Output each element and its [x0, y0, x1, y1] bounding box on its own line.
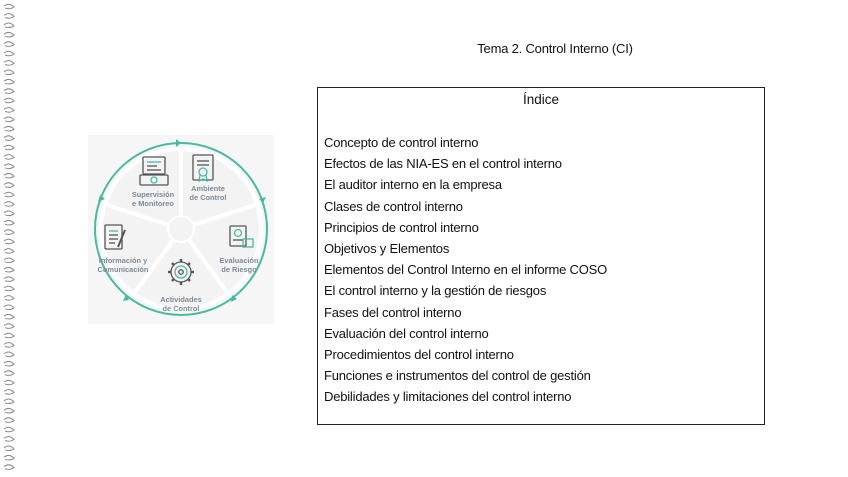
- spiral-loop: [4, 380, 14, 385]
- segment-label-line1: Información y: [98, 256, 148, 265]
- spiral-loop: [4, 296, 14, 301]
- spiral-loop: [4, 70, 14, 75]
- spiral-loop: [4, 23, 14, 28]
- spiral-loop: [4, 220, 14, 225]
- index-item: Evaluación del control interno: [324, 325, 489, 341]
- index-item: Efectos de las NIA-ES en el control interno: [324, 156, 562, 172]
- spiral-loop: [4, 352, 14, 357]
- spiral-loop: [4, 408, 14, 413]
- spiral-loop: [4, 371, 14, 376]
- spiral-loop: [4, 333, 14, 338]
- spiral-loop: [4, 4, 14, 9]
- segment-label-line2: de Riesgo: [221, 265, 257, 274]
- index-item: Elementos del Control Interno en el informe COSO: [324, 262, 608, 278]
- spiral-loop: [4, 164, 14, 169]
- segment-label-line2: de Control: [162, 304, 200, 313]
- spiral-loop: [4, 98, 14, 103]
- spiral-loop: [4, 126, 14, 131]
- segment-label-line1: Evaluación: [219, 256, 259, 265]
- index-item: El auditor interno en la empresa: [324, 177, 502, 193]
- spiral-loop: [4, 324, 14, 329]
- segment-label-line2: Comunicación: [97, 265, 149, 274]
- spiral-binding: [0, 0, 22, 477]
- spiral-loop: [4, 136, 14, 141]
- spiral-loop: [4, 427, 14, 432]
- index-item: Procedimientos del control interno: [324, 346, 514, 362]
- spiral-loop: [4, 192, 14, 197]
- spiral-loop: [4, 361, 14, 366]
- spiral-loop: [4, 211, 14, 216]
- spiral-loop: [4, 51, 14, 56]
- index-box: [317, 87, 765, 425]
- index-item: Clases de control interno: [324, 198, 463, 214]
- spiral-loop: [4, 32, 14, 37]
- spiral-loop: [4, 79, 14, 84]
- index-item: Fases del control interno: [324, 304, 462, 320]
- spiral-loop: [4, 418, 14, 423]
- index-item: Objetivos y Elementos: [324, 240, 450, 256]
- index-list: [324, 132, 607, 407]
- spiral-loop: [4, 446, 14, 451]
- spiral-loop: [4, 183, 14, 188]
- segment-label-line1: Supervisión: [131, 190, 175, 199]
- page-title: Tema 2. Control Interno (CI): [477, 41, 633, 56]
- segment-label-line2: e Monitoreo: [132, 199, 174, 208]
- spiral-loop: [4, 239, 14, 244]
- spiral-loop: [4, 465, 14, 470]
- index-item: Funciones e instrumentos del control de gestión: [324, 368, 591, 384]
- index-item: El control interno y la gestión de riesgos: [324, 283, 547, 299]
- segment-label-line1: Ambiente: [191, 184, 225, 193]
- segment-label-line1: Actividades: [160, 295, 202, 304]
- spiral-loop: [4, 230, 14, 235]
- index-item: Principios de control interno: [324, 219, 479, 235]
- spiral-loop: [4, 455, 14, 460]
- spiral-loop: [4, 61, 14, 66]
- spiral-loop: [4, 314, 14, 319]
- spiral-loop: [4, 117, 14, 122]
- spiral-loop: [4, 145, 14, 150]
- spiral-loop: [4, 399, 14, 404]
- spiral-loop: [4, 249, 14, 254]
- spiral-loop: [4, 437, 14, 442]
- index-item: Debilidades y limitaciones del control interno: [324, 389, 572, 405]
- spiral-loop: [4, 155, 14, 160]
- spiral-loop: [4, 202, 14, 207]
- spiral-loop: [4, 89, 14, 94]
- spiral-loop: [4, 390, 14, 395]
- spiral-loop: [4, 277, 14, 282]
- spiral-loop: [4, 305, 14, 310]
- spiral-loop: [4, 108, 14, 113]
- spiral-loop: [4, 258, 14, 263]
- spiral-loop: [4, 14, 14, 19]
- index-item: Concepto de control interno: [324, 135, 479, 150]
- segment-label-line2: de Control: [189, 193, 227, 202]
- coso-wheel-diagram: [88, 135, 274, 324]
- spiral-loop: [4, 173, 14, 178]
- index-heading: Índice: [522, 92, 560, 107]
- spiral-loop: [4, 42, 14, 47]
- spiral-loop: [4, 267, 14, 272]
- spiral-loop: [4, 343, 14, 348]
- spiral-loop: [4, 286, 14, 291]
